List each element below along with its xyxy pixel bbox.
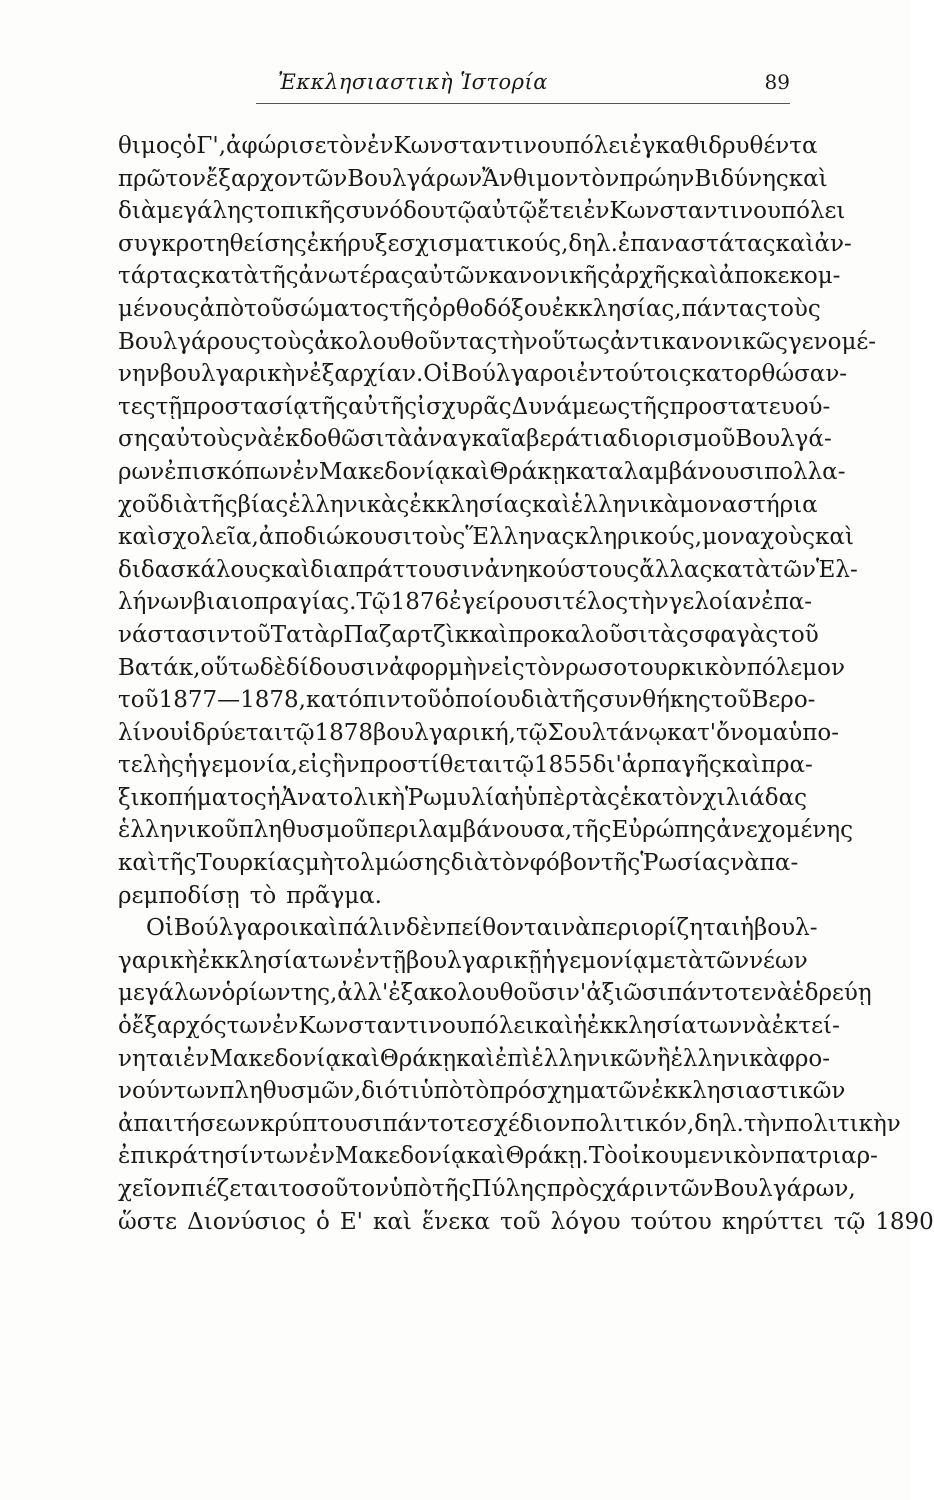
body-text — [118, 130, 934, 1238]
header-rule — [256, 103, 790, 104]
text-line: ἀπαιτήσεων κρύπτουσι πάντοτε σχέδιον πολιτικόν, δηλ. τὴν πολιτικὴν — [118, 1110, 901, 1137]
text-line: Βατάκ, οὕτω δὲ δίδουσιν ἀφορμὴν εἰς τὸν ρωσοτουρκικὸν πόλεμον — [118, 654, 845, 681]
text-line: νάστασιν τοῦ Τατὰρ Παζαρτζὶκ καὶ προκαλοῦσι τὰς σφαγὰς τοῦ — [118, 621, 819, 648]
text-line: καὶ σχολεῖα, ἀποδιώκουσι τοὺς Ἕλληνας κληρικούς, μοναχοὺς καὶ — [118, 524, 854, 551]
text-line: τελὴς ἡγεμονία, εἰς ἣν προστίθεται τῷ 1855 δι' ἁρπαγῆς καὶ πρα- — [118, 752, 813, 779]
running-title: Ἐκκλησιαστικὴ Ἱστορία — [278, 70, 548, 94]
text-line: διὰ μεγάλης τοπικῆς συνόδου τῷ αὐτῷ ἔτει ἐν Κωνσταντινουπόλει — [118, 198, 846, 225]
text-line: Βουλγάρους τοὺς ἀκολουθοῦντας τὴν οὕτως ἀντικανονικῶς γενομέ- — [118, 328, 877, 355]
text-line: τάρτας κατὰ τῆς ἀνωτέρας αὐτῶν κανονικῆς ἀρχῆς καὶ ἀποκεκομ- — [118, 263, 841, 290]
text-line: τες τῇ προστασίᾳ τῆς αὐτῆς ἰσχυρᾶς Δυνάμεως τῆς προστατευού- — [118, 393, 831, 420]
text-line: ἐπικράτησίν των ἐν Μακεδονίᾳ καὶ Θράκῃ. Τὸ οἰκουμενικὸν πατριαρ- — [118, 1143, 878, 1170]
text-line: τοῦ 1877—1878, κατόπιν τοῦ ὁποίου διὰ τῆς συνθήκης τοῦ Βερο- — [118, 687, 816, 714]
text-line: ξικοπήματος ἡ Ἀνατολικὴ Ῥωμυλία ἡ ὑπὲρ τὰς ἑκατὸν χιλιάδας — [118, 784, 808, 811]
text-line: πρῶτον ἔξαρχον τῶν Βουλγάρων Ἄνθιμον τὸν πρώην Βιδύνης καὶ — [118, 165, 828, 192]
text-line: διδασκάλους καὶ διαπράττουσιν ἀνηκούστους ἄλλας κατὰ τῶν Ἑλ- — [118, 556, 858, 583]
text-line: νηται ἐν Μακεδονίᾳ καὶ Θράκῃ καὶ ἐπὶ ἑλληνικῶν ἢ ἑλληνικὰ φρο- — [118, 1045, 831, 1072]
text-line: νούντων πληθυσμῶν, διότι ὑπὸ τὸ πρόσχημα τῶν ἐκκλησιαστικῶν — [118, 1078, 846, 1105]
text-line: συγκροτηθείσης ἐκήρυξε σχισματικούς, δηλ. ἐπαναστάτας καὶ ἀν- — [118, 230, 852, 257]
text-line: λίνου ἱδρύεται τῷ 1878 βουλγαρική, τῷ Σουλτάνῳ κατ' ὄνομα ὑπο- — [118, 719, 839, 746]
text-line: ὁ ἔξαρχός των ἐν Κωνσταντινουπόλει καὶ ἡ ἐκκλησία των νὰ ἐκτεί- — [118, 1013, 840, 1040]
text-line: θιμος ὁ Γ', ἀφώρισε τὸν ἐν Κωνσταντινουπόλει ἐγκαθιδρυθέντα — [118, 133, 818, 159]
text-line: λήνων βιαιοπραγίας. Τῷ 1876 ἐγείρουσι τέλος τὴν γελοίαν ἐπα- — [118, 589, 813, 616]
text-line: σης αὐτοὺς νὰ ἐκδοθῶσι τὰ ἀναγκαῖα βεράτια διορισμοῦ Βουλγά- — [118, 426, 832, 453]
text-line: ρεμποδίσῃ τὸ πρᾶγμα. — [118, 882, 382, 909]
text-line: Οἱ Βούλγαροι καὶ πάλιν δὲν πείθονται νὰ περιορίζηται ἡ βουλ- — [146, 915, 818, 942]
text-line: νην βουλγαρικὴν ἐξαρχίαν. Οἱ Βούλγαροι ἐν τούτοις κατορθώσαν- — [118, 361, 848, 388]
page-number: 89 — [764, 70, 790, 94]
text-line: καὶ τῆς Τουρκίας μὴ τολμώσης διὰ τὸν φόβον τῆς Ῥωσίας νὰ πα- — [118, 850, 799, 877]
text-line: χοῦ διὰ τῆς βίας ἑλληνικὰς ἐκκλησίας καὶ ἑλληνικὰ μοναστήρια — [118, 491, 818, 518]
text-line: ὥστε Διονύσιος ὁ Ε' καὶ ἕνεκα τοῦ λόγου τούτου κηρύττει τῷ 1890 — [118, 1208, 934, 1235]
text-line: γαρικὴ ἐκκλησία των ἐν τῇ βουλγαρικῇ ἡγεμονίᾳ μετὰ τῶν νέων — [118, 947, 808, 974]
page-header — [260, 70, 790, 100]
text-line: μένους ἀπὸ τοῦ σώματος τῆς ὀρθοδόξου ἐκκλησίας, πάντας τοὺς — [118, 295, 821, 322]
text-line: χεῖον πιέζεται τοσοῦτον ὑπὸ τῆς Πύλης πρὸς χάριν τῶν Βουλγάρων, — [118, 1176, 856, 1202]
text-line: ἑλληνικοῦ πληθυσμοῦ περιλαμβάνουσα, τῆς Εὐρώπης ἀνεχομένης — [118, 817, 854, 844]
text-line: μεγάλων ὁρίων της, ἀλλ' ἐξακολουθοῦσι ν' ἀξιῶσι πάντοτε νὰ ἑδρεύῃ — [118, 980, 872, 1007]
text-line: ρων ἐπισκόπων ἐν Μακεδονίᾳ καὶ Θράκῃ καταλαμβάνουσι πολλα- — [118, 458, 846, 485]
